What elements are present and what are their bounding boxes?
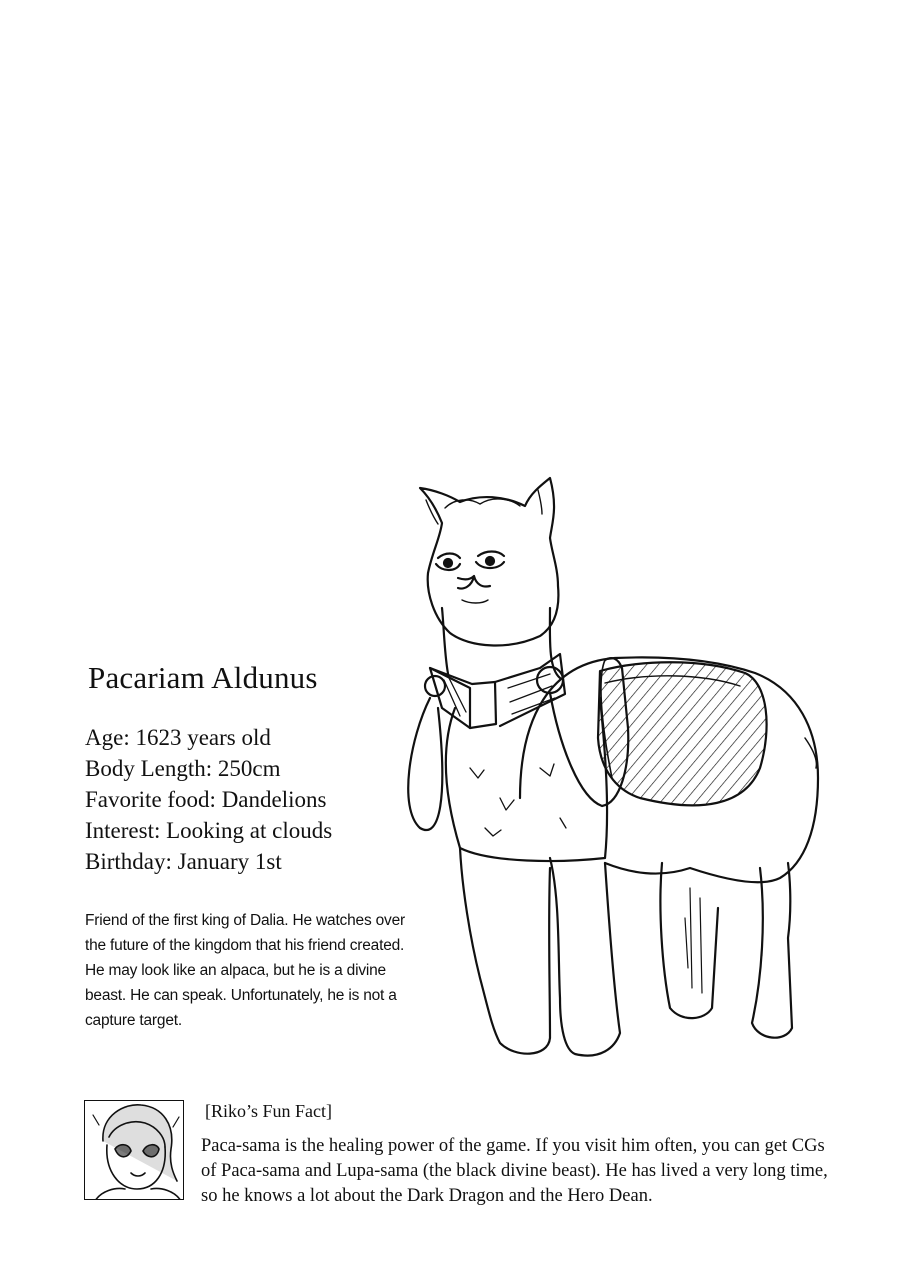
stat-interest: Interest: Looking at clouds [85, 818, 333, 843]
fun-fact-line: Paca-sama is the healing power of the game. If you visit him often, you can get CGs [201, 1136, 825, 1156]
fun-fact-line: of Paca-sama and Lupa-sama (the black divine beast). He has lived a very long time, [201, 1161, 828, 1181]
fun-fact-title: [Riko’s Fun Fact] [205, 1101, 333, 1121]
fun-fact-line: so he knows a lot about the Dark Dragon and the Hero Dean. [201, 1186, 653, 1206]
description-line: capture target. [85, 1012, 182, 1029]
fun-fact-text [201, 1134, 841, 1209]
description-line: the future of the kingdom that his friend created. [85, 937, 405, 954]
stat-age: Age: 1623 years old [85, 725, 271, 750]
riko-portrait-icon [85, 1101, 184, 1200]
stat-birthday: Birthday: January 1st [85, 849, 282, 874]
stat-favorite-food: Favorite food: Dandelions [85, 787, 327, 812]
character-description [85, 908, 445, 1033]
description-line: He may look like an alpaca, but he is a divine [85, 962, 386, 979]
character-name: Pacariam Aldunus [88, 660, 318, 695]
description-line: beast. He can speak. Unfortunately, he is not a [85, 987, 397, 1004]
stat-body-length: Body Length: 250cm [85, 756, 281, 781]
description-line: Friend of the first king of Dalia. He watches over [85, 912, 405, 929]
character-stats [85, 722, 332, 877]
riko-avatar [84, 1100, 184, 1200]
alpaca-illustration-icon [400, 468, 830, 1068]
